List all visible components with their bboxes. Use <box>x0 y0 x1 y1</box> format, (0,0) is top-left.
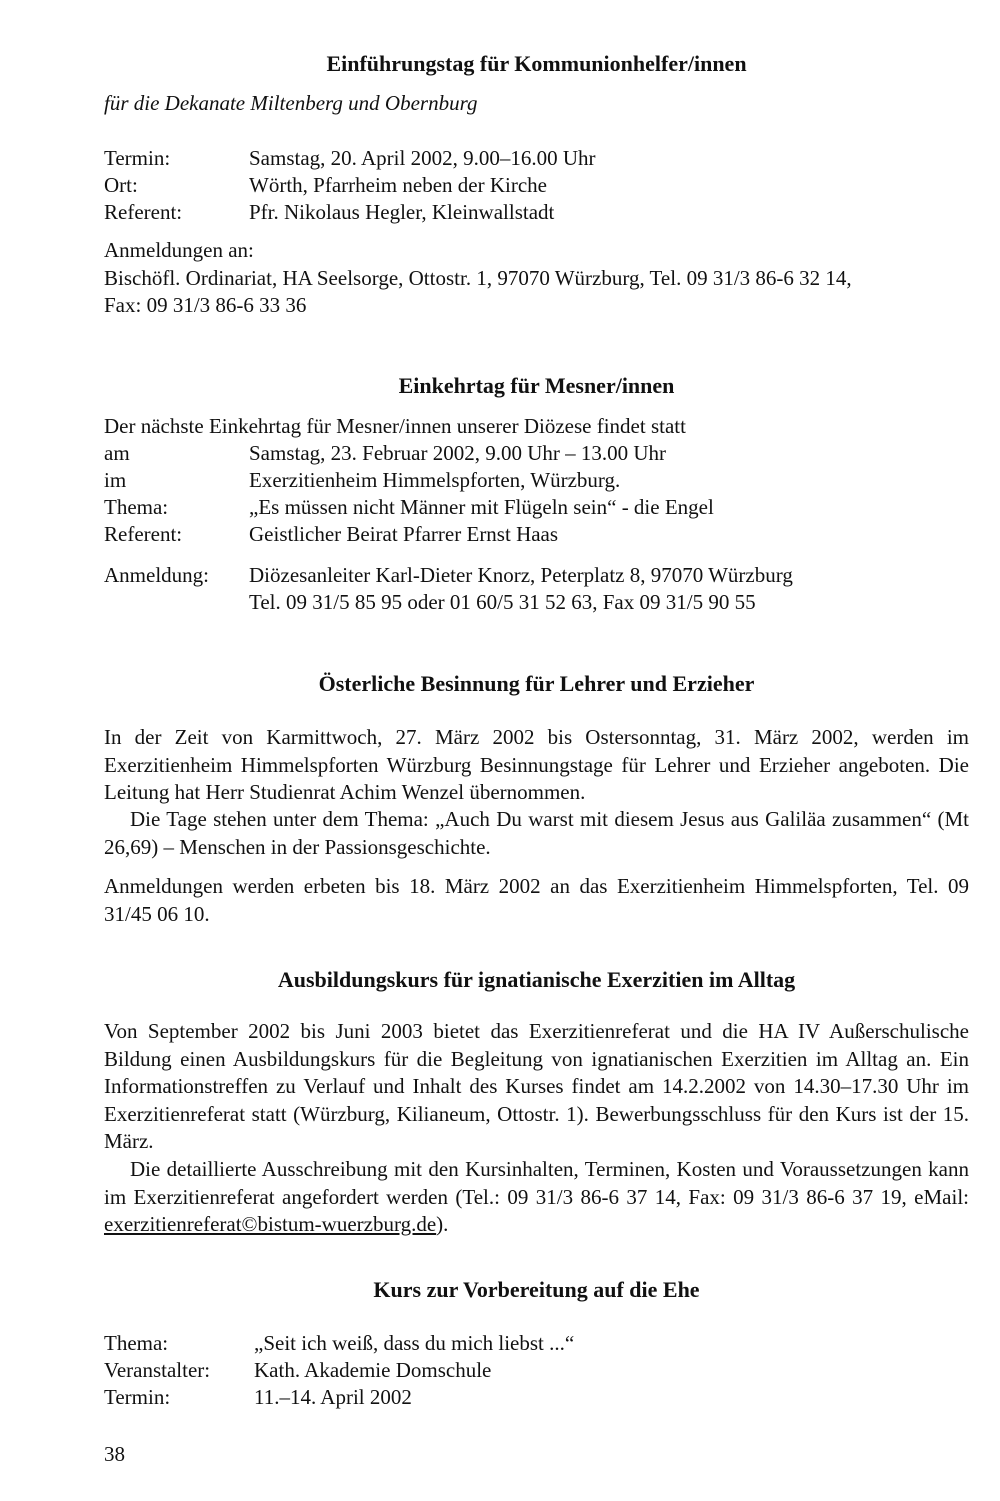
section-intro: Der nächste Einkehrtag für Mesner/innen unserer Diözese findet statt <box>104 414 686 438</box>
paragraph: Die Tage stehen unter dem Thema: „Auch Du warst mit diesem Jesus aus Galiläa zusammen“ (Mt 26,69) – Menschen in der Passionsgeschichte. <box>104 807 969 859</box>
value-thema: „Es müssen nicht Männer mit Flügeln sein“ - die Engel <box>249 495 714 519</box>
label-anmeldung: Anmeldung: <box>104 563 209 587</box>
value-termin: 11.–14. April 2002 <box>254 1385 412 1409</box>
label-termin: Termin: <box>104 146 171 170</box>
section-title-ausbildungskurs: Ausbildungskurs für ignatianische Exerzitien im Alltag <box>277 967 796 992</box>
page-number: 38 <box>104 1442 125 1466</box>
section-title-kommunionhelfer: Einführungstag für Kommunionhelfer/innen <box>326 51 747 76</box>
paragraph <box>104 1156 969 1239</box>
section-title-ehekurs: Kurs zur Vorbereitung auf die Ehe <box>373 1277 700 1302</box>
value-ort: Wörth, Pfarrheim neben der Kirche <box>249 173 547 197</box>
label-referent: Referent: <box>104 522 183 546</box>
paragraph: In der Zeit von Karmittwoch, 27. März 2002 bis Ostersonntag, 31. März 2002, werden im Exerzitienheim Himmelspforten Würzburg Besinnungstage für Lehrer und Erzieher angeboten. Die Leitung hat Herr Studienrat Achim Wenzel übernommen. <box>104 725 969 804</box>
value-anmeldung-contact: Tel. 09 31/5 85 95 oder 01 60/5 31 52 63, Fax 09 31/5 90 55 <box>249 590 756 614</box>
label-referent: Referent: <box>104 200 183 224</box>
label-termin: Termin: <box>104 1385 171 1409</box>
label-am: am <box>104 441 130 465</box>
value-im: Exerzitienheim Himmelspforten, Würzburg. <box>249 468 621 492</box>
label-thema: Thema: <box>104 495 169 519</box>
paragraph: Anmeldungen werden erbeten bis 18. März 2002 an das Exerzitienheim Himmelspforten, Tel. 09 31/45 06 10. <box>104 874 969 926</box>
email-link[interactable]: exerzitienreferat©bistum-wuerzburg.de <box>104 1212 437 1236</box>
paragraph-text: Die detaillierte Ausschreibung mit den Kursinhalten, Terminen, Kosten und Voraussetzungen kann im Exerzitienreferat angefordert werden (Tel.: 09 31/3 86-6 37 14, Fax: 09 31/3 86-6 37 19, eMail: <box>104 1157 969 1209</box>
value-veranstalter: Kath. Akademie Domschule <box>254 1358 492 1382</box>
value-thema: „Seit ich weiß, dass du mich liebst ...“ <box>254 1331 575 1355</box>
value-anmeldung: Diözesanleiter Karl-Dieter Knorz, Peterplatz 8, 97070 Würzburg <box>249 563 793 587</box>
value-referent: Geistlicher Beirat Pfarrer Ernst Haas <box>249 522 559 546</box>
label-im: im <box>104 468 127 492</box>
value-am: Samstag, 23. Februar 2002, 9.00 Uhr – 13.00 Uhr <box>249 441 667 465</box>
label-thema: Thema: <box>104 1331 169 1355</box>
registration-address: Bischöfl. Ordinariat, HA Seelsorge, Ottostr. 1, 97070 Würzburg, Tel. 09 31/3 86-6 32 14, <box>104 266 852 290</box>
label-ort: Ort: <box>104 173 138 197</box>
value-termin: Samstag, 20. April 2002, 9.00–16.00 Uhr <box>249 146 596 170</box>
label-veranstalter: Veranstalter: <box>104 1358 211 1382</box>
value-referent: Pfr. Nikolaus Hegler, Kleinwallstadt <box>249 200 555 224</box>
section-subtitle: für die Dekanate Miltenberg und Obernburg <box>104 91 478 115</box>
registration-fax: Fax: 09 31/3 86-6 33 36 <box>104 293 307 317</box>
section-title-besinnung: Österliche Besinnung für Lehrer und Erzieher <box>318 671 755 696</box>
paragraph: Von September 2002 bis Juni 2003 bietet das Exerzitienreferat und die HA IV Außerschulische Bildung einen Ausbildungskurs für die Begleitung von ignatianischen Exerzitien im Alltag an. Ein Informationstreffen zu Verlauf und Inhalt des Kurses findet am 14.2.2002 von 14.30–17.30 Uhr im Exerzitienreferat statt (Würzburg, Kilianeum, Ottostr. 1). Bewerbungsschluss für den Kurs ist der 15. März. <box>104 1019 969 1153</box>
registration-label: Anmeldungen an: <box>104 238 254 262</box>
section-title-mesner: Einkehrtag für Mesner/innen <box>398 373 675 398</box>
paragraph-end: ). <box>436 1212 449 1236</box>
